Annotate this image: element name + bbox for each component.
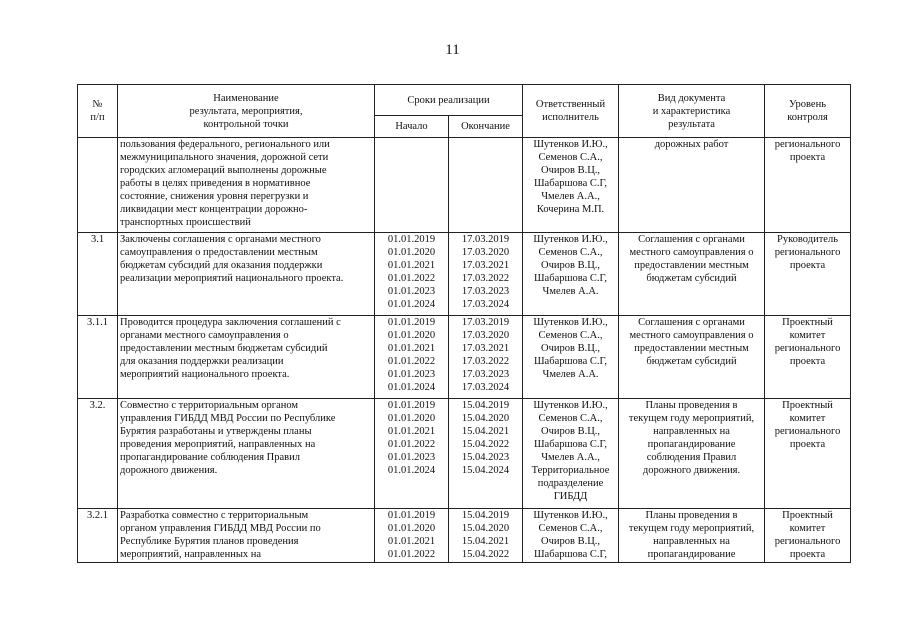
row-end: 15.04.2019 15.04.2020 15.04.2021 15.04.2022 15.04.2023 15.04.2024 xyxy=(449,399,523,509)
row-start xyxy=(375,138,449,233)
row-start: 01.01.2019 01.01.2020 01.01.2021 01.01.2022 xyxy=(375,509,449,563)
row-end: 15.04.2019 15.04.2020 15.04.2021 15.04.2022 xyxy=(449,509,523,563)
row-responsible: Шутенков И.Ю., Семенов С.А., Очиров В.Ц., Шабаршова С.Г, Чмелев А.А. xyxy=(523,233,619,316)
table-row xyxy=(78,509,851,563)
row-start: 01.01.2019 01.01.2020 01.01.2021 01.01.2022 01.01.2023 01.01.2024 xyxy=(375,399,449,509)
row-name: пользования федерального, регионального или межмуниципального значения, дорожной сети городских агломераций выполнены дорожные работы в целях приведения в нормативное состояние, снижения уровня перегрузки и ликвидации мест концентрации дорожно- транспортных происшествий xyxy=(118,138,375,233)
table-row xyxy=(78,233,851,316)
row-level: регионального проекта xyxy=(765,138,851,233)
row-responsible: Шутенков И.Ю., Семенов С.А., Очиров В.Ц., Шабаршова С.Г, xyxy=(523,509,619,563)
row-name: Проводится процедура заключения соглашений с органами местного самоуправления о предоставлении местным бюджетам субсидий для оказания поддержки реализации мероприятий национального проекта. xyxy=(118,316,375,399)
header-responsible: Ответственный исполнитель xyxy=(523,85,619,138)
row-document: Соглашения с органами местного самоуправления о предоставлении местным бюджетам субсидий xyxy=(619,316,765,399)
row-level: Проектный комитет регионального проекта xyxy=(765,316,851,399)
row-end xyxy=(449,138,523,233)
row-level: Проектный комитет регионального проекта xyxy=(765,399,851,509)
row-responsible: Шутенков И.Ю., Семенов С.А., Очиров В.Ц., Шабаршова С.Г, Чмелев А.А., Территориальное подразделение ГИБДД xyxy=(523,399,619,509)
row-number: 3.2.1 xyxy=(78,509,118,563)
row-number xyxy=(78,138,118,233)
row-number: 3.1.1 xyxy=(78,316,118,399)
table-row xyxy=(78,138,851,233)
project-plan-table xyxy=(77,84,851,563)
table-header-row xyxy=(78,85,851,116)
header-document: Вид документа и характеристика результата xyxy=(619,85,765,138)
row-document: дорожных работ xyxy=(619,138,765,233)
row-document: Соглашения с органами местного самоуправления о предоставлении местным бюджетам субсидий xyxy=(619,233,765,316)
table-row xyxy=(78,399,851,509)
page-number: 11 xyxy=(445,42,460,58)
header-name: Наименование результата, мероприятия, контрольной точки xyxy=(118,85,375,138)
row-number: 3.2. xyxy=(78,399,118,509)
row-start: 01.01.2019 01.01.2020 01.01.2021 01.01.2022 01.01.2023 01.01.2024 xyxy=(375,316,449,399)
row-end: 17.03.2019 17.03.2020 17.03.2021 17.03.2022 17.03.2023 17.03.2024 xyxy=(449,316,523,399)
table-row xyxy=(78,316,851,399)
row-responsible: Шутенков И.Ю., Семенов С.А., Очиров В.Ц., Шабаршова С.Г, Чмелев А.А. xyxy=(523,316,619,399)
row-document: Планы проведения в текущем году мероприятий, направленных на пропагандирование соблюдения Правил дорожного движения. xyxy=(619,399,765,509)
row-name: Разработка совместно с территориальным органом управления ГИБДД МВД России по Республике Бурятия планов проведения мероприятий, направленных на xyxy=(118,509,375,563)
header-terms: Сроки реализации xyxy=(375,85,523,116)
row-level: Руководитель регионального проекта xyxy=(765,233,851,316)
header-start: Начало xyxy=(375,116,449,138)
row-document: Планы проведения в текущем году мероприятий, направленных на пропагандирование xyxy=(619,509,765,563)
row-end: 17.03.2019 17.03.2020 17.03.2021 17.03.2022 17.03.2023 17.03.2024 xyxy=(449,233,523,316)
header-number: № п/п xyxy=(78,85,118,138)
row-name: Совместно с территориальным органом управления ГИБДД МВД России по Республике Бурятия разработаны и утверждены планы проведения мероприятий, направленных на пропагандирование соблюдения Правил дорожного движения. xyxy=(118,399,375,509)
row-responsible: Шутенков И.Ю., Семенов С.А., Очиров В.Ц., Шабаршова С.Г, Чмелев А.А., Кочерина М.П. xyxy=(523,138,619,233)
row-level: Проектный комитет регионального проекта xyxy=(765,509,851,563)
row-name: Заключены соглашения с органами местного самоуправления о предоставлении местным бюджетам субсидий для оказания поддержки реализации мероприятий национального проекта. xyxy=(118,233,375,316)
row-start: 01.01.2019 01.01.2020 01.01.2021 01.01.2022 01.01.2023 01.01.2024 xyxy=(375,233,449,316)
header-end: Окончание xyxy=(449,116,523,138)
header-level: Уровень контроля xyxy=(765,85,851,138)
row-number: 3.1 xyxy=(78,233,118,316)
